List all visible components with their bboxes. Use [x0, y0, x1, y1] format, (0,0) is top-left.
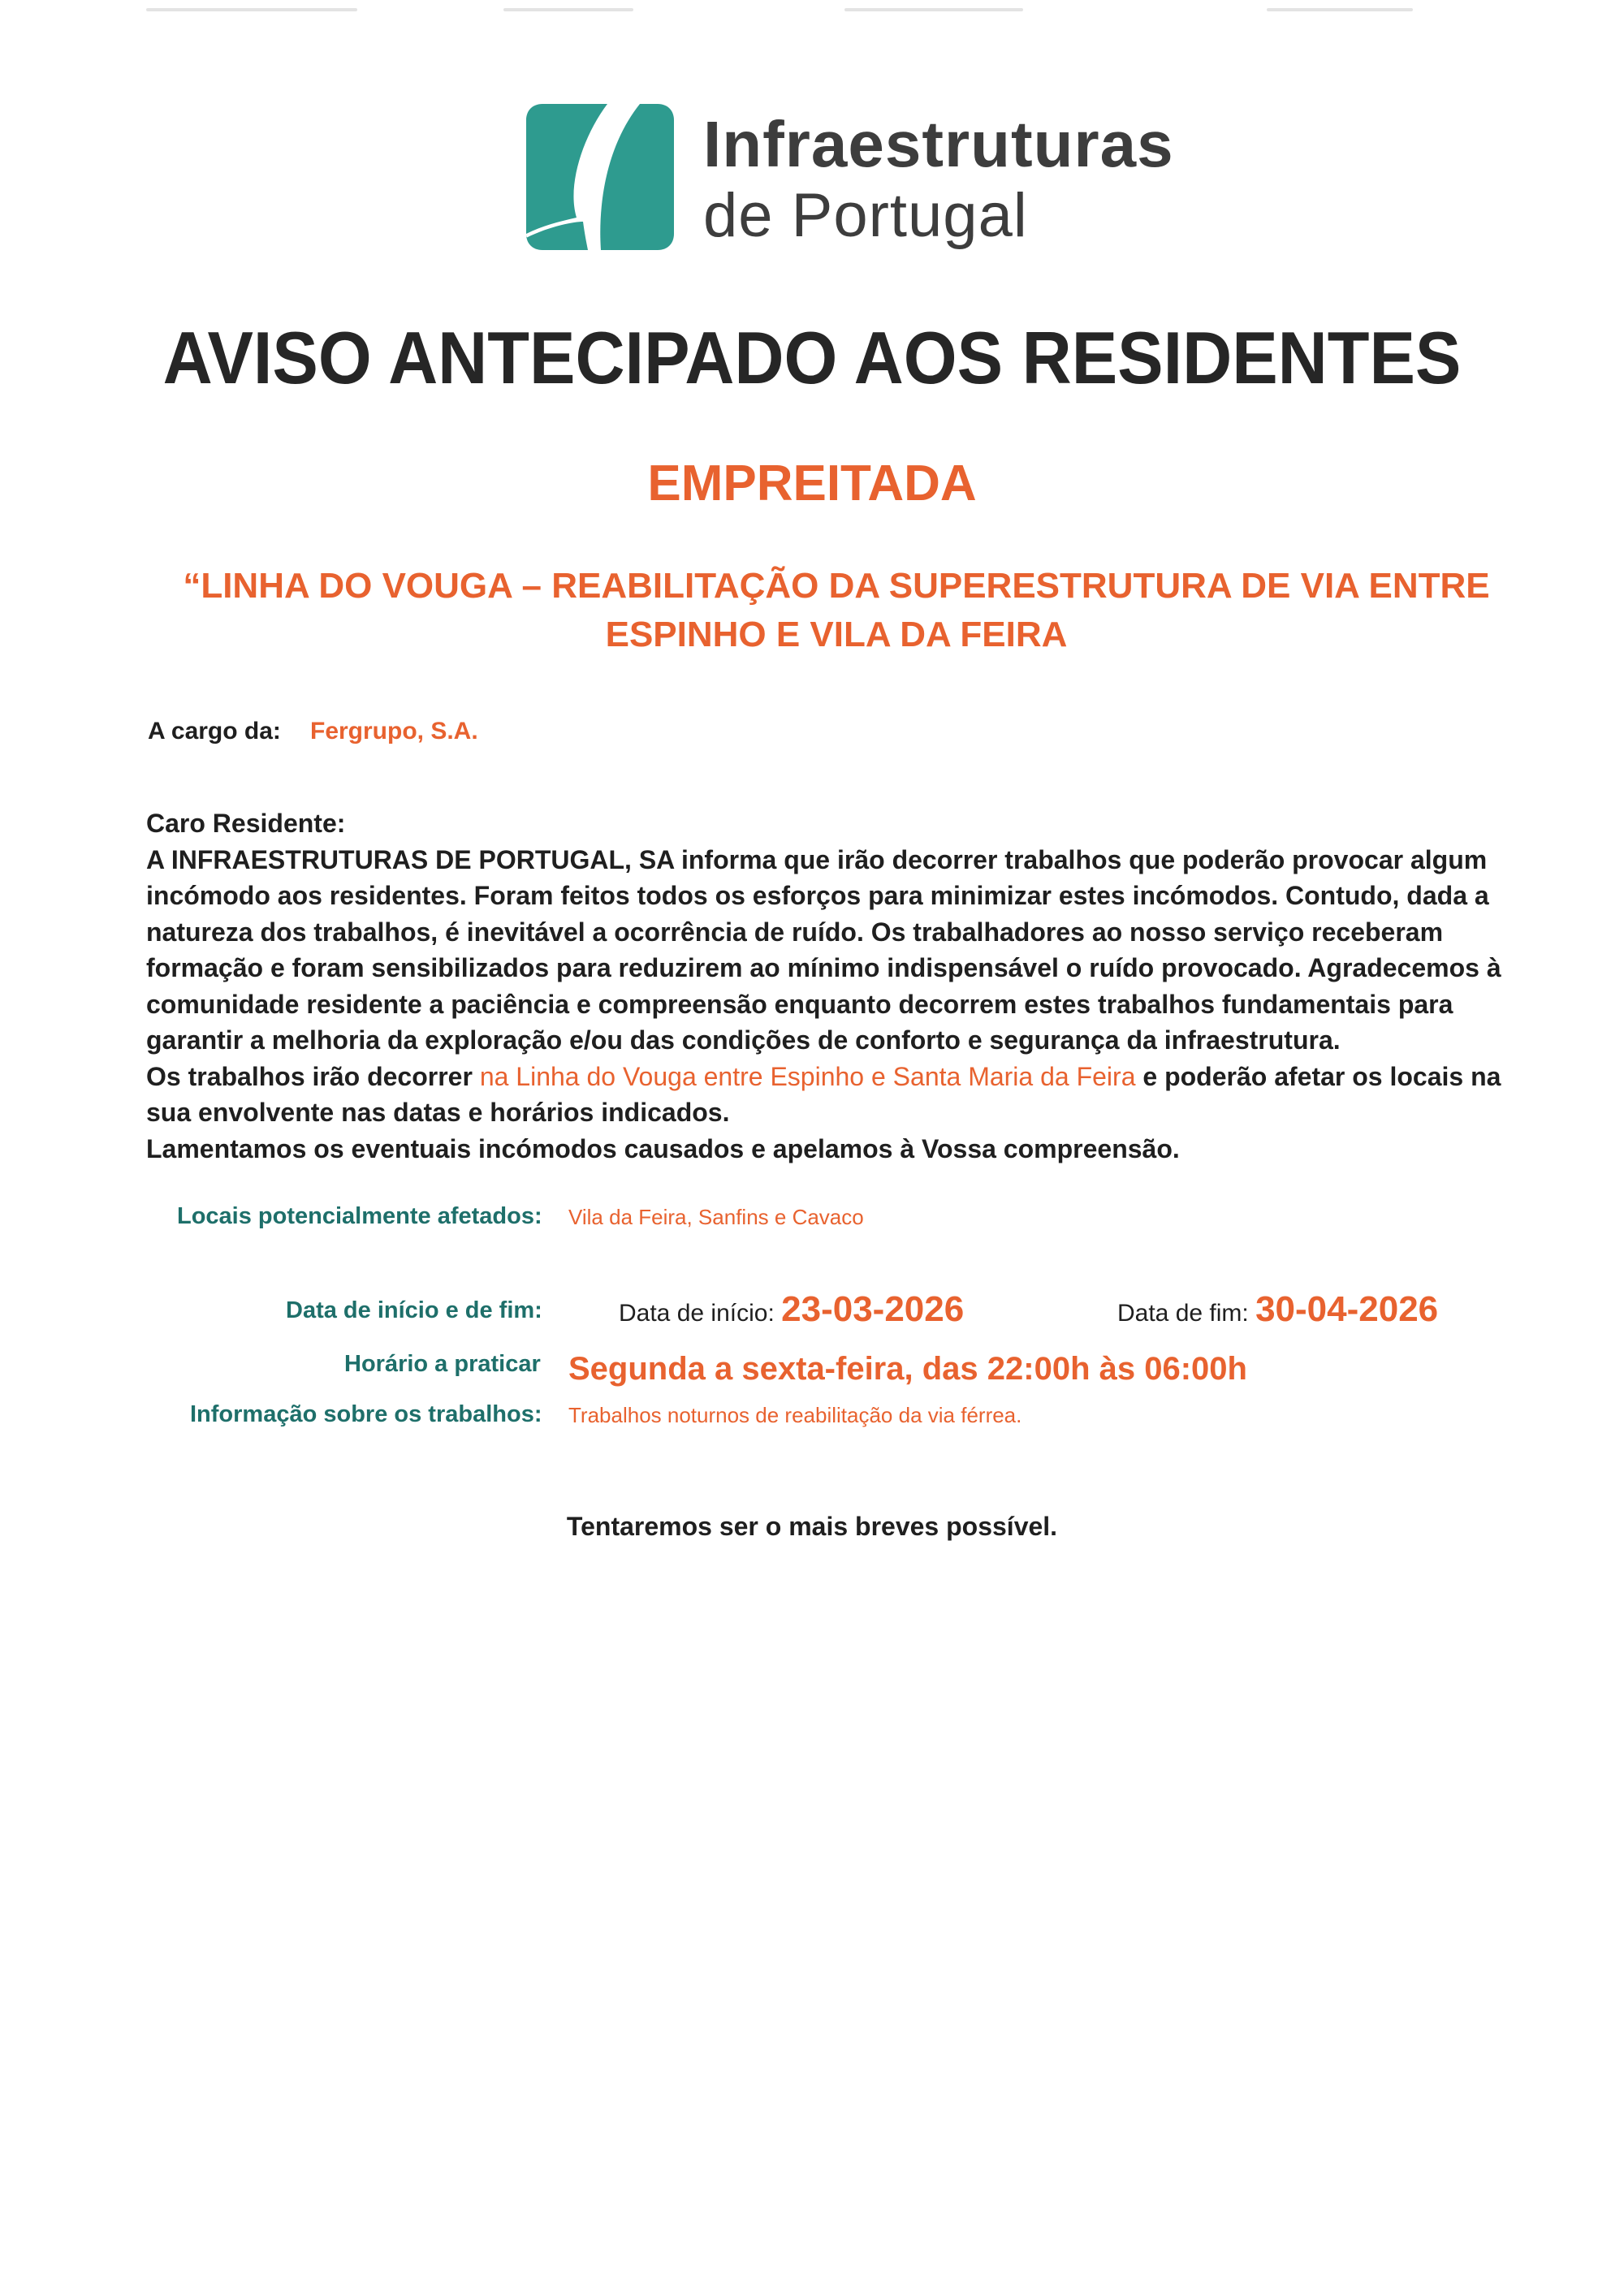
logo-wordmark-line1: Infraestruturas [703, 108, 1174, 180]
letter-location [146, 1059, 1527, 1131]
locations-label: Locais potencialmente afetados: [177, 1203, 542, 1229]
end-date [1117, 1289, 1438, 1330]
scan-edge-mark [1267, 8, 1413, 11]
project-title-line2: ESPINHO E VILA DA FEIRA [605, 615, 1068, 654]
ip-logo-icon [526, 104, 674, 250]
scan-edge-mark [503, 8, 633, 11]
letter-paragraph: A INFRAESTRUTURAS DE PORTUGAL, SA informa que irão decorrer trabalhos que poderão provocar algum incómodo aos residentes. Foram feitos todos os esforços para minimizar estes incómodos. Contudo, dada a natureza dos trabalhos, é inevitável a ocorrência de ruído. Os trabalhadores ao nosso serviço receberam formação e foram sensibilizados para reduzirem ao mínimo indispensável o ruído provocado. Agradecemos à comunidade residente a paciência e compreensão enquanto decorrem estes trabalhos fundamentais para garantir a melhoria da exploração e/ou das condições de conforto e segurança da infraestrutura. [146, 844, 1501, 1055]
contractor-label: A cargo da: [148, 718, 281, 744]
info-value: Trabalhos noturnos de reabilitação da via férrea. [568, 1403, 1022, 1427]
end-date-value: 30-04-2026 [1255, 1289, 1439, 1329]
location-prefix: Os trabalhos irão decorrer [146, 1061, 480, 1091]
schedule-value: Segunda a sexta-feira, das 22:00h às 06:00h [568, 1351, 1247, 1387]
location-suffix: e poderão afetar os locais na sua envolvente nas datas e horários indicados. [146, 1061, 1501, 1127]
project-title-line1: “LINHA DO VOUGA – REABILITAÇÃO DA SUPERESTRUTURA DE VIA ENTRE [183, 566, 1490, 606]
location-highlight: na Linha do Vouga entre Espinho e Santa Maria da Feira [479, 1061, 1136, 1091]
scan-edge-mark [146, 8, 357, 11]
start-date [619, 1289, 964, 1330]
logo-wordmark-line2: de Portugal [703, 181, 1028, 250]
schedule-label: Horário a praticar [344, 1351, 541, 1377]
letter-greeting: Caro Residente: [146, 809, 346, 838]
ip-logo [526, 104, 1174, 250]
scan-edge-mark [844, 8, 1023, 11]
letter-body [146, 805, 1527, 1167]
closing-text: Tentaremos ser o mais breves possível. [566, 1512, 1058, 1541]
page-title: AVISO ANTECIPADO AOS RESIDENTES [162, 317, 1462, 399]
start-date-label: Data de início: [619, 1300, 775, 1327]
dates-label: Data de início e de fim: [286, 1297, 542, 1323]
contractor-value: Fergrupo, S.A. [310, 718, 478, 744]
locations-value: Vila da Feira, Sanfins e Cavaco [568, 1205, 864, 1229]
start-date-value: 23-03-2026 [781, 1289, 965, 1329]
end-date-label: Data de fim: [1117, 1300, 1249, 1327]
letter-apology: Lamentamos os eventuais incómodos causados e apelamos à Vossa compreensão. [146, 1133, 1180, 1163]
project-title [146, 562, 1527, 659]
info-label: Informação sobre os trabalhos: [190, 1401, 542, 1427]
page-subtitle: EMPREITADA [647, 455, 977, 511]
